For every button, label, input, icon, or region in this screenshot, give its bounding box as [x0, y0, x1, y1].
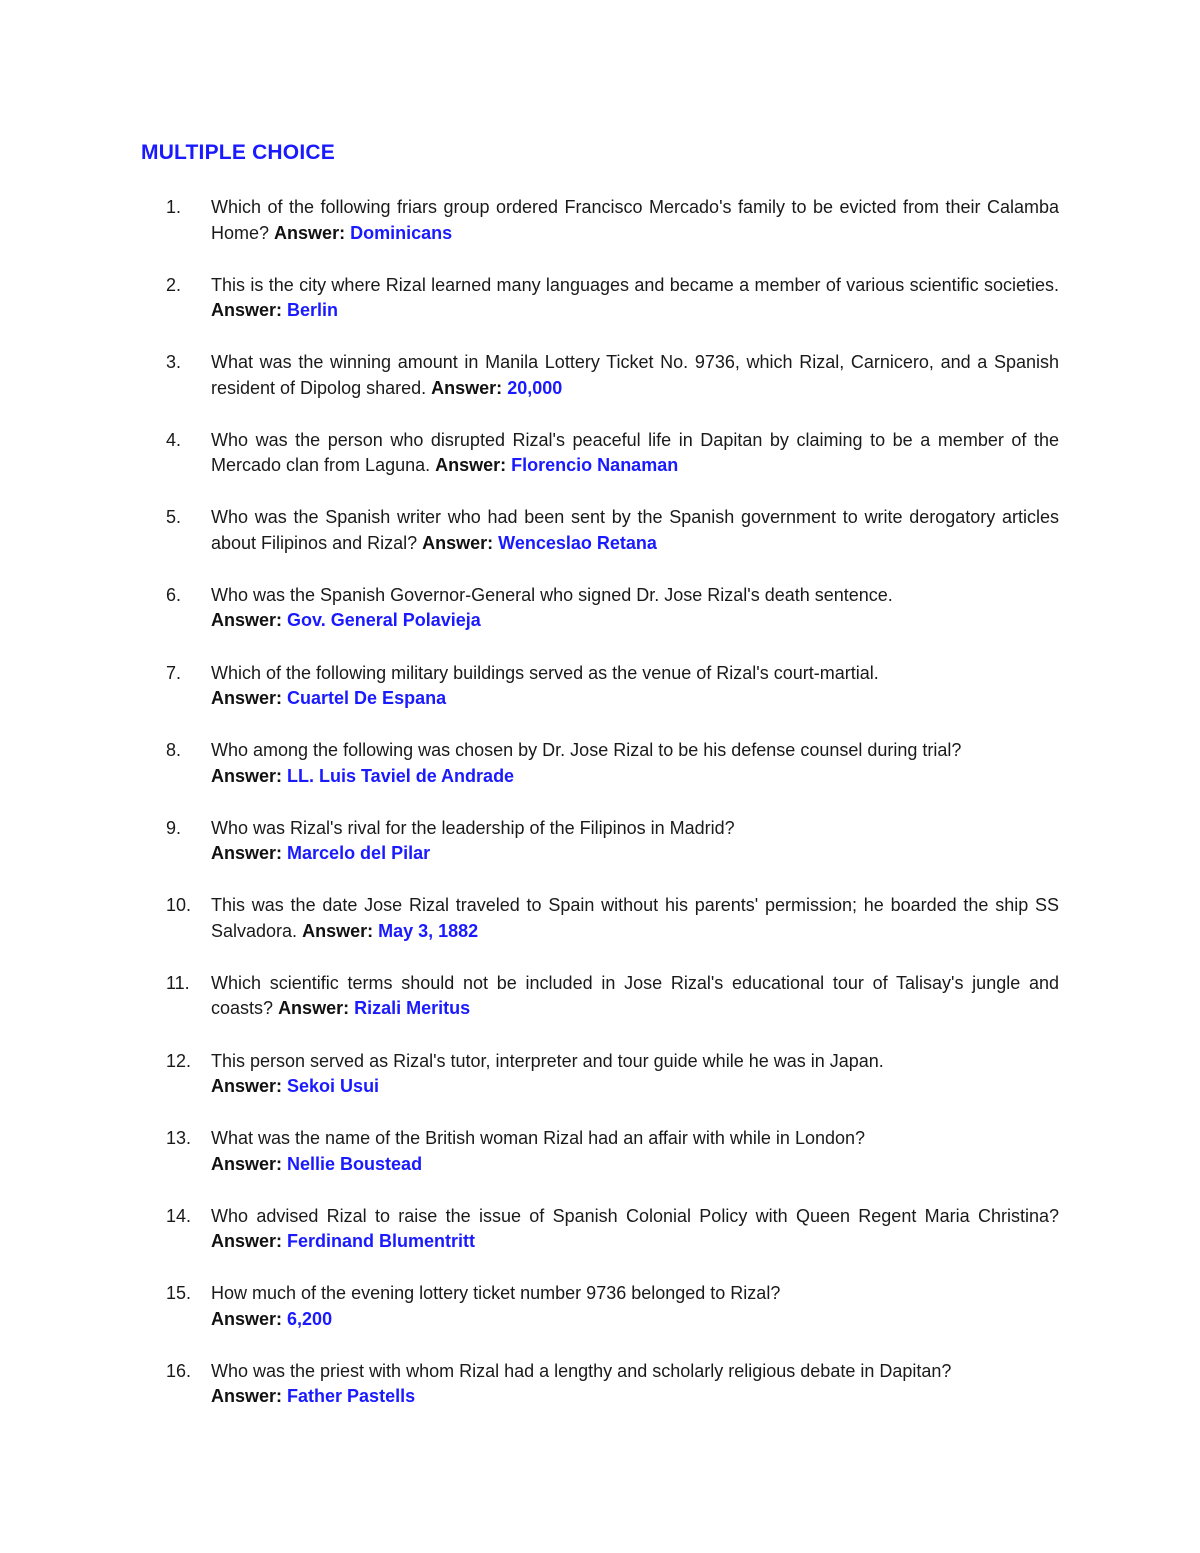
section-heading: MULTIPLE CHOICE: [141, 141, 335, 164]
question-text-block: [211, 350, 1059, 401]
question-item: [0, 583, 1200, 661]
question-text-block: [211, 661, 1059, 712]
answer-value: Father Pastells: [287, 1386, 416, 1407]
question-item: [0, 1281, 1200, 1359]
answer-value: Rizali Meritus: [354, 998, 471, 1019]
answer-label: Answer:: [211, 1153, 283, 1174]
answer-value: Sekoi Usui: [287, 1076, 380, 1097]
question-text: Which of the following military buildings served as the venue of Rizal's court-martial.: [211, 662, 879, 683]
question-item: [0, 505, 1200, 583]
question-number: 9.: [166, 817, 182, 838]
question-text: Which scientific terms should not be included in Jose Rizal's educational tour of Talisay's jungle and coasts?: [211, 972, 1059, 1019]
answer-value: Cuartel De Espana: [287, 688, 447, 709]
question-item: [0, 816, 1200, 894]
question-number: 12.: [166, 1050, 192, 1071]
answer-label: Answer:: [211, 1076, 283, 1097]
answer-label: Answer:: [211, 1386, 283, 1407]
question-item: [0, 971, 1200, 1049]
question-text: Who was the person who disrupted Rizal's peaceful life in Dapitan by claiming to be a member of the Mercado clan from Laguna.: [211, 429, 1059, 476]
question-text: Who was the priest with whom Rizal had a lengthy and scholarly religious debate in Dapitan?: [211, 1360, 952, 1381]
question-number: 4.: [166, 429, 182, 450]
answer-label: Answer:: [431, 377, 503, 398]
question-number: 6.: [166, 584, 182, 605]
question-number: 13.: [166, 1128, 192, 1149]
answer-label: Answer:: [211, 1308, 283, 1329]
answer-value: Ferdinand Blumentritt: [287, 1231, 476, 1252]
answer-label: Answer:: [211, 300, 283, 321]
question-item: [0, 350, 1200, 428]
question-text-block: [211, 1204, 1059, 1255]
question-text: Who was Rizal's rival for the leadership of the Filipinos in Madrid?: [211, 817, 735, 838]
question-text-block: [211, 738, 1059, 789]
answer-value: 6,200: [287, 1308, 333, 1329]
question-text: Which of the following friars group ordered Francisco Mercado's family to be evicted from their Calamba Home?: [211, 197, 1059, 243]
question-item: [0, 1126, 1200, 1204]
answer-label: Answer:: [274, 222, 346, 243]
question-text-block: [211, 273, 1059, 324]
answer-label: Answer:: [435, 455, 507, 476]
question-item: [0, 273, 1200, 351]
answer-value: Nellie Boustead: [287, 1153, 423, 1174]
question-text: This person served as Rizal's tutor, interpreter and tour guide while he was in Japan.: [211, 1050, 884, 1071]
question-text-block: [211, 893, 1059, 944]
answer-value: Wenceslao Retana: [498, 532, 657, 553]
answer-label: Answer:: [211, 1231, 283, 1252]
answer-value: Dominicans: [350, 222, 453, 243]
question-text: Who advised Rizal to raise the issue of Spanish Colonial Policy with Queen Regent Maria Christina?: [211, 1205, 1059, 1226]
question-text: Who was the Spanish writer who had been sent by the Spanish government to write derogatory articles about Filipinos and Rizal?: [211, 507, 1059, 553]
question-number: 11.: [166, 972, 190, 993]
question-text: What was the name of the British woman Rizal had an affair with while in London?: [211, 1128, 866, 1149]
question-item: [0, 1204, 1200, 1282]
question-number: 3.: [166, 352, 182, 373]
question-text-block: [211, 1359, 1059, 1410]
answer-value: Berlin: [287, 300, 339, 321]
question-number: 15.: [166, 1283, 192, 1304]
question-number: 8.: [166, 740, 182, 761]
answer-label: Answer:: [422, 532, 494, 553]
question-text-block: [211, 505, 1059, 556]
question-number: 14.: [166, 1205, 192, 1226]
question-text-block: [211, 971, 1059, 1022]
question-number: 2.: [166, 274, 182, 295]
question-list: [0, 195, 1200, 1437]
question-text-block: [211, 816, 1059, 867]
question-number: 5.: [166, 507, 182, 528]
question-text-block: [211, 1126, 1059, 1177]
question-item: [0, 428, 1200, 506]
question-number: 16.: [166, 1360, 192, 1381]
answer-value: LL. Luis Taviel de Andrade: [287, 765, 515, 786]
question-text-block: [211, 583, 1059, 634]
question-item: [0, 661, 1200, 739]
answer-value: 20,000: [507, 377, 563, 398]
question-text: How much of the evening lottery ticket number 9736 belonged to Rizal?: [211, 1283, 781, 1304]
answer-value: Marcelo del Pilar: [287, 843, 431, 864]
question-text-block: [211, 428, 1059, 479]
answer-label: Answer:: [211, 765, 283, 786]
question-text: This is the city where Rizal learned many languages and became a member of various scientific societies.: [211, 274, 1059, 295]
question-text: What was the winning amount in Manila Lottery Ticket No. 9736, which Rizal, Carnicero, and a Spanish resident of Dipolog shared.: [211, 352, 1059, 398]
question-number: 7.: [166, 662, 182, 683]
question-number: 1.: [166, 197, 182, 217]
answer-label: Answer:: [278, 998, 350, 1019]
answer-value: Florencio Nanaman: [511, 455, 679, 476]
question-number: 10.: [166, 895, 192, 916]
question-item: [0, 1359, 1200, 1437]
question-item: [0, 195, 1200, 273]
answer-label: Answer:: [211, 843, 283, 864]
answer-label: Answer:: [211, 688, 283, 709]
answer-value: Gov. General Polavieja: [287, 610, 481, 631]
answer-label: Answer:: [211, 610, 283, 631]
question-text-block: [211, 1049, 1059, 1100]
question-text-block: [211, 1281, 1059, 1332]
question-text: Who was the Spanish Governor-General who signed Dr. Jose Rizal's death sentence.: [211, 584, 893, 605]
question-item: [0, 738, 1200, 816]
question-text: This was the date Jose Rizal traveled to Spain without his parents' permission; he boarded the ship SS Salvadora.: [211, 895, 1059, 941]
answer-value: May 3, 1882: [378, 920, 479, 941]
answer-label: Answer:: [302, 920, 374, 941]
question-text-block: [211, 195, 1059, 246]
question-item: [0, 893, 1200, 971]
question-text: Who among the following was chosen by Dr. Jose Rizal to be his defense counsel during trial?: [211, 740, 962, 761]
question-item: [0, 1049, 1200, 1127]
